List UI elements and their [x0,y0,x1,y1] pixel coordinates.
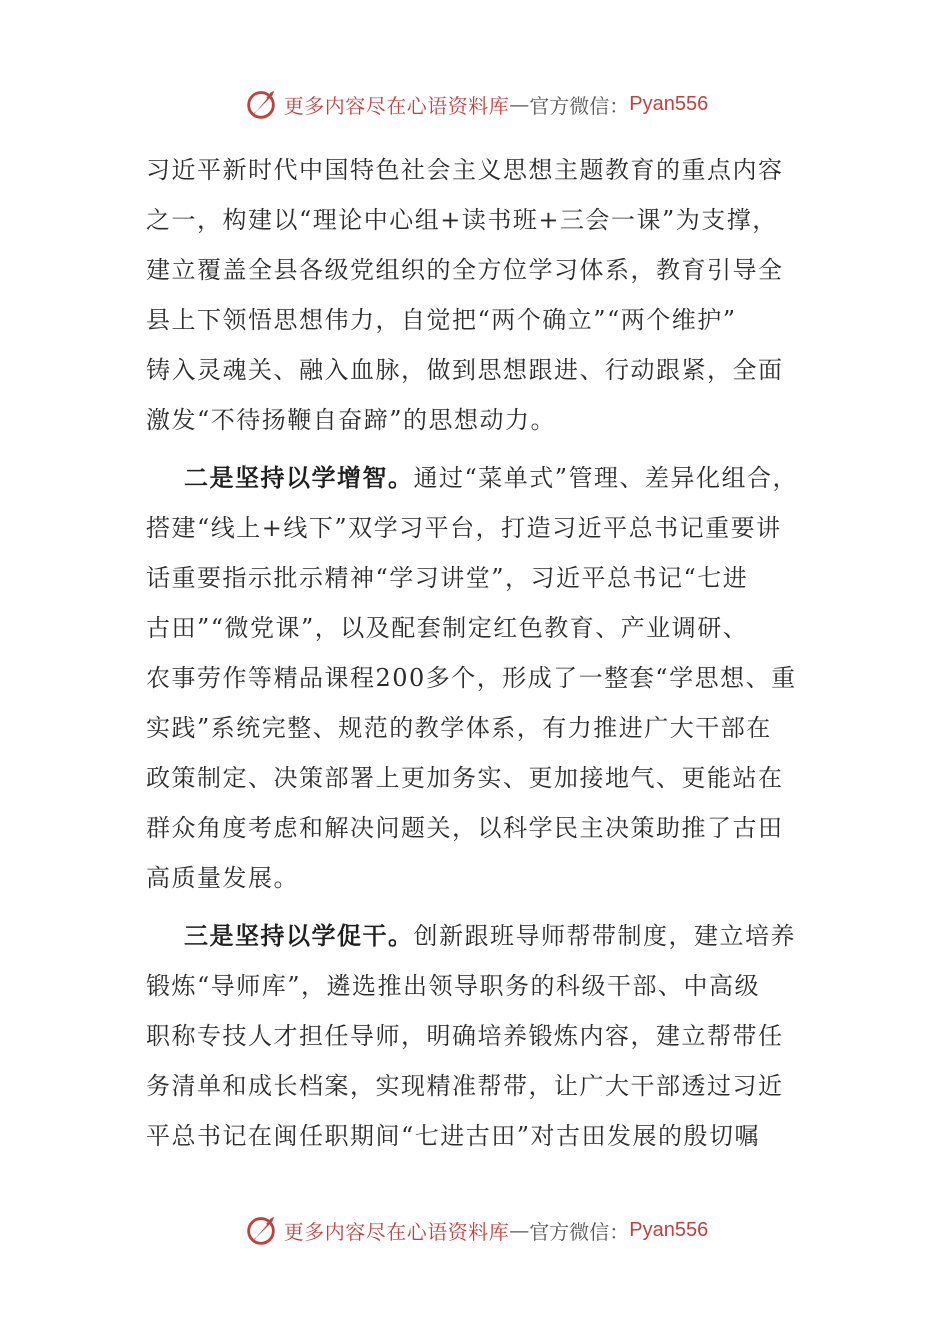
text-line: 实践”系统完整、规范的教学体系，有力推进广大干部在 [146,714,772,742]
document-body [146,145,814,1161]
header-watermark-banner [0,82,950,126]
paragraph-3 [146,911,814,1161]
text-line: 铸入灵魂关、融入血脉，做到思想跟进、行动跟紧，全面 [146,356,784,384]
section-heading: 二是坚持以学增智。 [184,463,414,492]
banner-wechat-label: 官方微信： [529,93,630,118]
text-line: 平总书记在闽任职期间“七进古田”对古田发展的殷切嘱 [146,1122,761,1150]
text-line: 职称专技人才担任导师，明确培养锻炼内容，建立帮带任 [146,1022,784,1050]
banner-dash: — [509,1218,530,1242]
section-heading: 三是坚持以学促干。 [184,921,414,950]
text-line: 激发“不待扬鞭自奋蹄”的思想动力。 [146,406,557,434]
text-line: 群众角度考虑和解决问题关，以科学民主决策助推了古田 [146,814,784,842]
text-line: 古田”“微党课”，以及配套制定红色教育、产业调研、 [146,614,749,642]
text-span: 创新跟班导师帮带制度，建立培养 [413,922,796,950]
paragraph-first-line [146,911,814,961]
paragraph-2 [146,453,814,903]
text-span: 通过“菜单式”管理、差异化组合， [413,464,799,492]
text-line: 搭建“线上+线下”双学习平台，打造习近平总书记重要讲 [146,514,782,542]
text-line: 县上下领悟思想伟力，自觉把“两个确立”“两个维护” [146,306,737,334]
text-line: 政策制定、决策部署上更加务实、更加接地气、更能站在 [146,764,784,792]
text-line: 建立覆盖全县各级党组织的全方位学习体系，教育引导全 [146,256,784,284]
quill-logo-icon [242,1211,280,1249]
quill-logo-icon [242,85,280,123]
text-line: 习近平新时代中国特色社会主义思想主题教育的重点内容 [146,156,784,184]
text-line: 之一，构建以“理论中心组+读书班+三会一课”为支撑， [146,206,778,234]
banner-main-text: 更多内容尽在心语资料库 [283,93,510,118]
banner-wechat-label: 官方微信： [529,1219,630,1244]
banner-dash: — [509,92,530,116]
banner-wechat-id: Pyan556 [629,92,709,115]
banner-main-text: 更多内容尽在心语资料库 [283,1219,510,1244]
text-line: 话重要指示批示精神“学习讲堂”，习近平总书记“七进 [146,564,749,592]
banner-wechat-id: Pyan556 [629,1218,709,1241]
text-line: 锻炼“导师库”，遴选推出领导职务的科级干部、中高级 [146,972,761,1000]
text-line: 务清单和成长档案，实现精准帮带，让广大干部透过习近 [146,1072,784,1100]
paragraph-first-line [146,453,814,503]
text-line: 农事劳作等精品课程200多个，形成了一整套“学思想、重 [146,664,797,692]
footer-watermark-banner [0,1208,950,1252]
text-line: 高质量发展。 [146,864,299,892]
paragraph-1 [146,145,814,445]
